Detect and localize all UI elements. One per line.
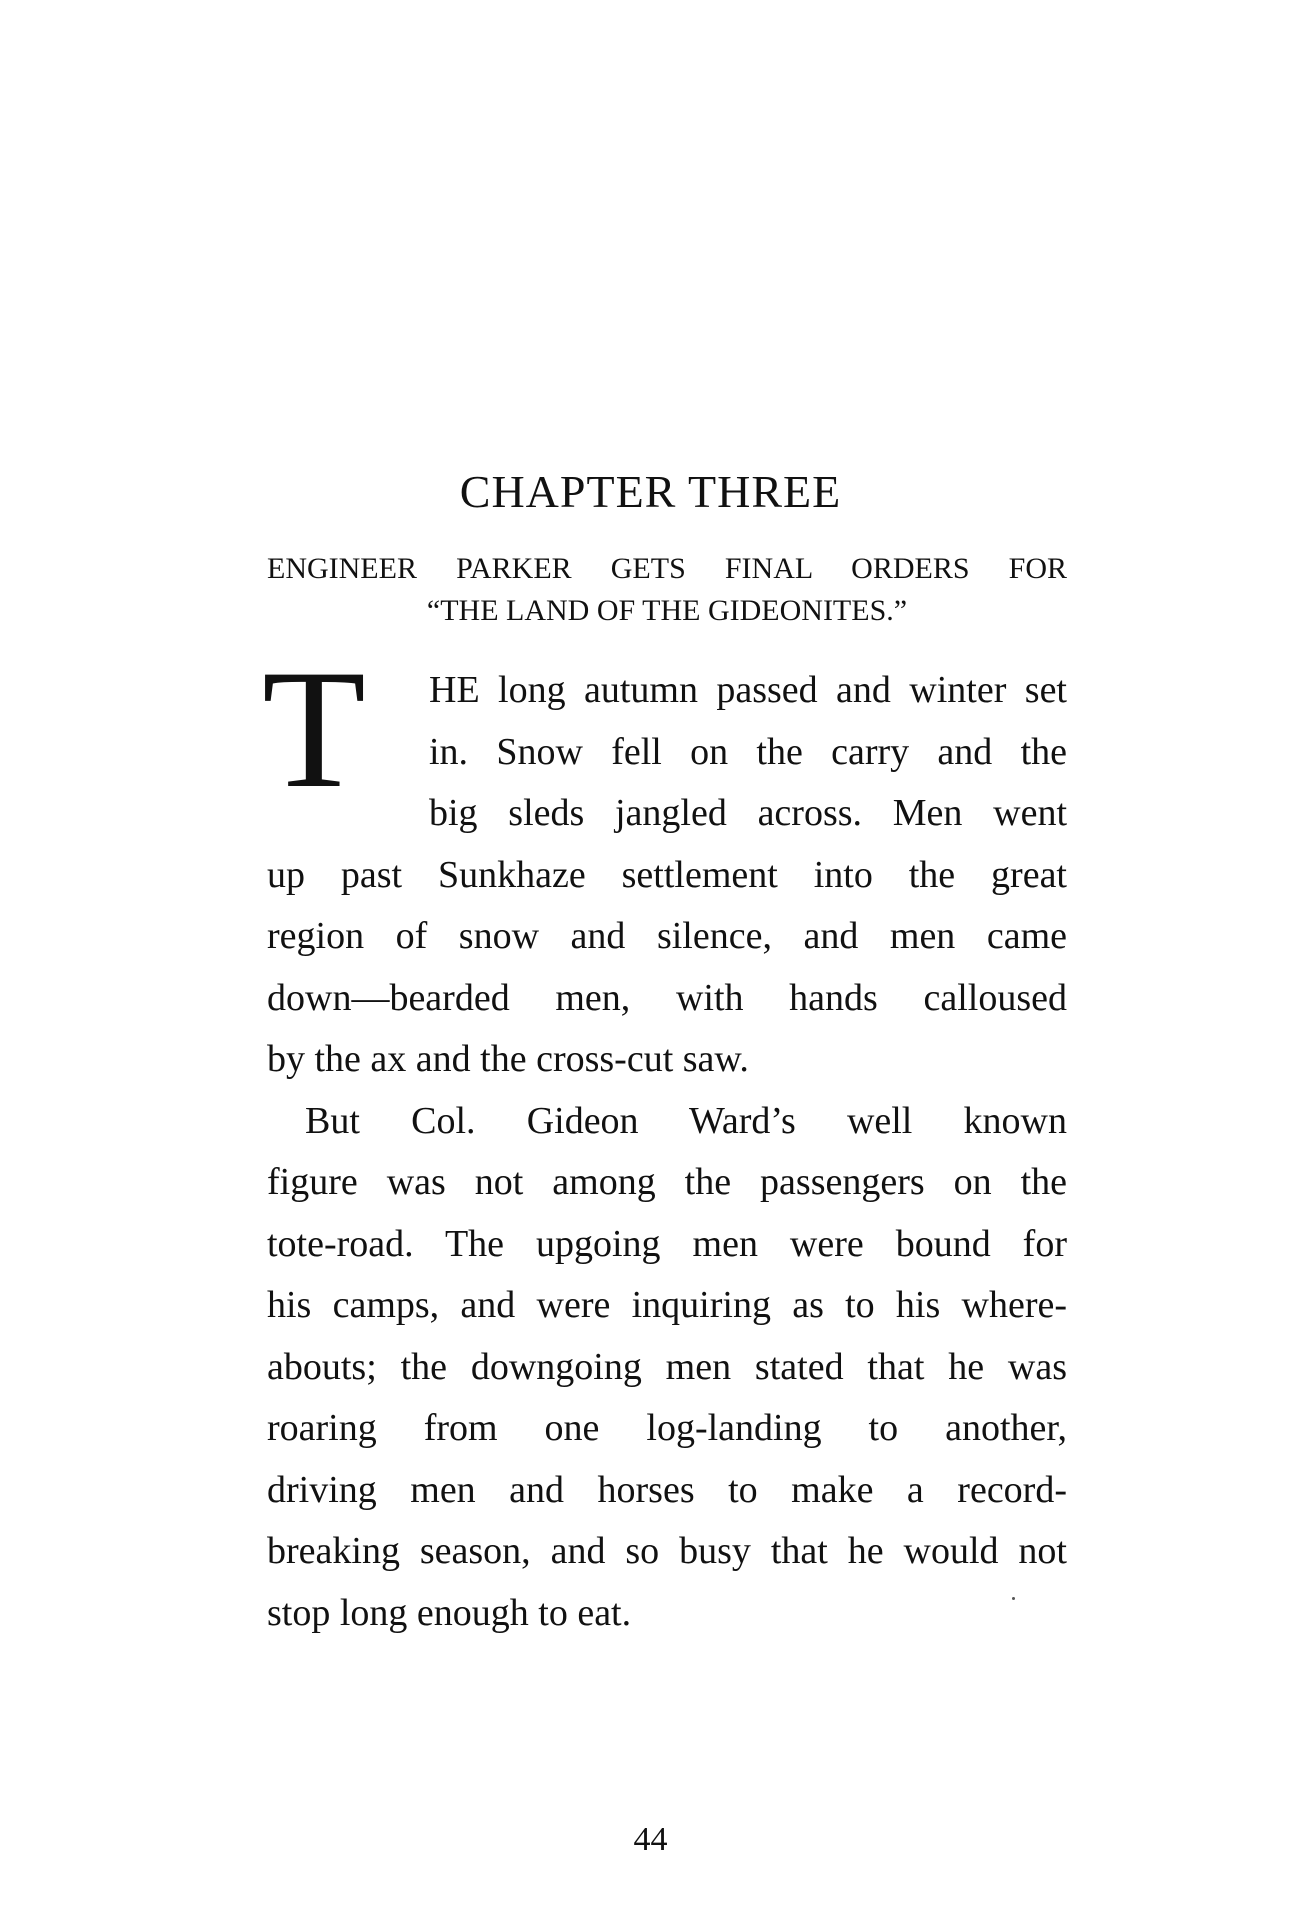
text-line: big sleds jangled across. Men went bbox=[429, 792, 1067, 834]
text-line: But Col. Gideon Ward’s well known bbox=[305, 1099, 1067, 1142]
chapter-subtitle-line-1: ENGINEER PARKER GETS FINAL ORDERS FOR bbox=[267, 552, 1067, 585]
ink-speck bbox=[1012, 1597, 1015, 1600]
text-line: breaking season, and so busy that he would not bbox=[267, 1530, 1067, 1572]
text-line: his camps, and were inquiring as to his where- bbox=[267, 1284, 1067, 1326]
paragraph-1 bbox=[267, 660, 1067, 1091]
text-line: in. Snow fell on the carry and the bbox=[429, 730, 1067, 773]
chapter-title: CHAPTER THREE bbox=[459, 466, 842, 517]
chapter-subtitle bbox=[267, 548, 1067, 632]
text-line: region of snow and silence, and men came bbox=[267, 915, 1067, 957]
text-line: abouts; the downgoing men stated that he was bbox=[267, 1345, 1067, 1388]
text-line: up past Sunkhaze settlement into the great bbox=[267, 853, 1067, 896]
drop-cap: T bbox=[262, 635, 366, 823]
text-line: HE long autumn passed and winter set bbox=[429, 669, 1067, 711]
text-line: figure was not among the passengers on the bbox=[267, 1161, 1067, 1203]
text-line: driving men and horses to make a record- bbox=[267, 1468, 1067, 1511]
body-text bbox=[267, 660, 1067, 1644]
text-line: by the ax and the cross-cut saw. bbox=[267, 1038, 749, 1080]
paragraph-2 bbox=[267, 1091, 1067, 1645]
text-line: tote-road. The upgoing men were bound for bbox=[267, 1222, 1067, 1265]
chapter-subtitle-line-2: “THE LAND OF THE GIDEONITES.” bbox=[426, 594, 908, 627]
page-number: 44 bbox=[633, 1821, 668, 1858]
text-line: stop long enough to eat. bbox=[267, 1591, 632, 1634]
text-line: down—bearded men, with hands calloused bbox=[267, 976, 1067, 1019]
text-line: roaring from one log-landing to another, bbox=[267, 1407, 1067, 1449]
